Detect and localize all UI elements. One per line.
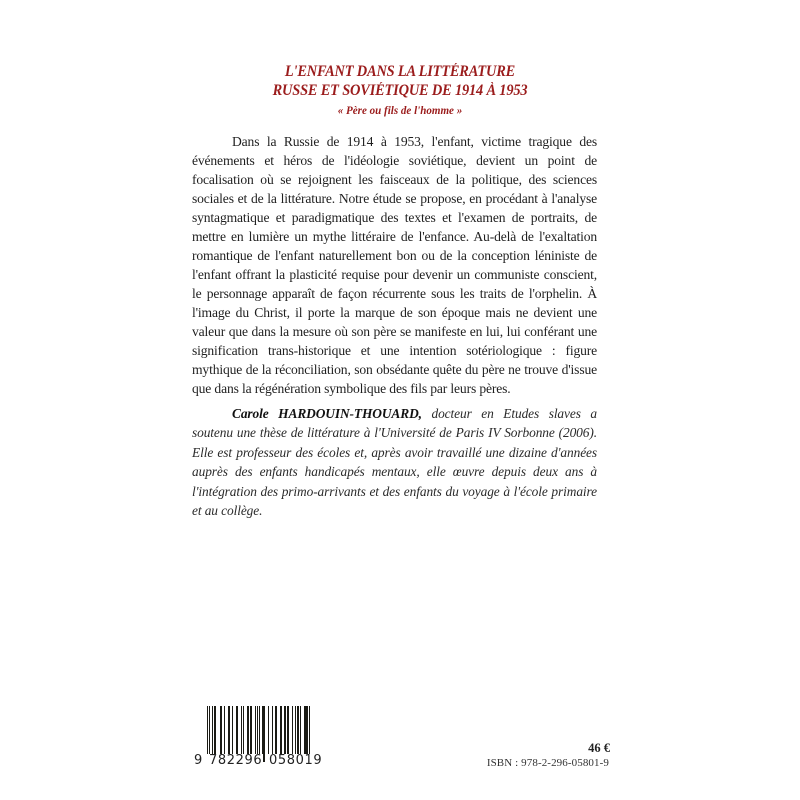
barcode xyxy=(194,704,324,782)
barcode-group-2: 058019 xyxy=(268,753,323,768)
barcode-lead-digit: 9 xyxy=(194,754,208,768)
author-bio xyxy=(192,404,597,520)
isbn: ISBN : 978-2-296-05801-9 xyxy=(486,757,609,769)
author-bio-text: docteur en Etudes slaves a soutenu une thèse de littérature à l'Université de Paris IV Sorbonne (2006). Elle est professeur des écoles et, après avoir travaillé une dizaine d'années auprès des enfants handicapés mentaux, elle œuvre depuis deux ans à l'intégration des primo-arrivants et des enfants du voyage à l'école primaire et au collège. xyxy=(192,406,597,519)
book-title-line-2: RUSSE ET SOVIÉTIQUE DE 1914 À 1953 xyxy=(272,82,528,99)
price: 46 € xyxy=(588,741,610,755)
book-subtitle: « Père ou fils de l'homme » xyxy=(337,103,463,117)
book-title-line-1: L'ENFANT DANS LA LITTÉRATURE xyxy=(284,63,516,80)
author-name: Carole HARDOUIN-THOUARD, xyxy=(232,406,422,421)
title-block xyxy=(0,62,800,118)
barcode-digits xyxy=(194,754,324,768)
barcode-group-1: 782296 xyxy=(209,753,263,768)
book-summary: Dans la Russie de 1914 à 1953, l'enfant, victime tragique des événements et héros de l'idéologie soviétique, devient un point de focalisation où se rejoignent les faisceaux de la politique, des sciences sociales et de la littérature. Notre étude se propose, en procédant à l'analyse syntagmatique et paradigmatique des textes et l'examen de portraits, de mettre en lumière un mythe littéraire de l'enfance. Au-delà de l'exaltation romantique de l'enfant naturellement bon ou de la conception léniniste de l'enfant offrant la plasticité requise pour devenir un communiste conscient, le personnage apparaît de façon récurrente sous les traits de l'orphelin. À l'image du Christ, il porte la marque de son époque mais ne devient une valeur que dans la mesure où son père se manifeste en lui, lui conférant une signification trans-historique et une intention sotériologique : figure mythique de la réconciliation, son obsédante quête du père ne trouve d'issue que dans la régénération symbolique des fils par leurs pères. xyxy=(192,134,597,396)
